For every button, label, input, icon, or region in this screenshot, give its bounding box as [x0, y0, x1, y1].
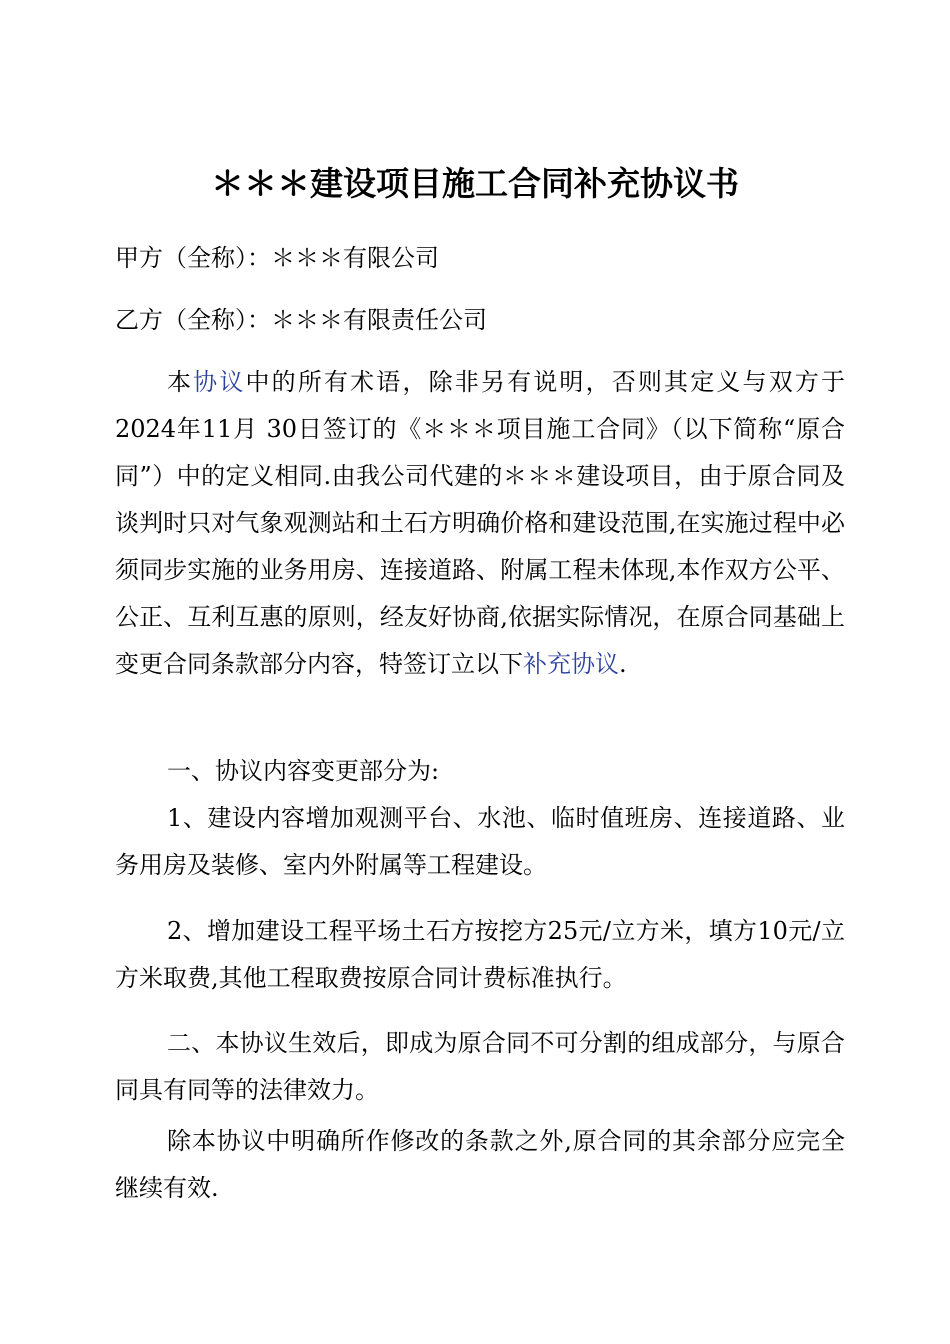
section-2-paragraph: 二、本协议生效后，即成为原合同不可分割的组成部分，与原合同具有同等的法律效力。: [115, 1029, 845, 1104]
agreement-link[interactable]: 协议: [193, 368, 246, 396]
change-item-1: 1、建设内容增加观测平台、水池、临时值班房、连接道路、业务用房及装修、室内外附属等工程建设。: [115, 804, 845, 879]
intro-text-body: 中的所有术语，除非另有说明，否则其定义与双方于2024年11月 30日签订的《＊＊＊项目施工合同》（以下简称“原合同”）中的定义相同.由我公司代建的＊＊＊建设项目，由于原合同及谈判时只对气象观测站和土石方明确价格和建设范围,在实施过程中必须同步实施的业务用房、连接道路、附属工程未体现,本作双方公平、公正、互利互惠的原则，经友好协商,依据实际情况，在原合同基础上变更合同条款部分内容，特签订立以下: [115, 368, 846, 678]
change-item-2: 2、增加建设工程平场土石方按挖方25元/立方米，填方10元/立方米取费,其他工程取费按原合同计费标准执行。: [115, 917, 845, 992]
party-a-line: 甲方（全称）：＊＊＊有限公司: [115, 244, 439, 272]
intro-paragraph: [115, 359, 845, 688]
document-title: ＊＊＊建设项目施工合同补充协议书: [211, 164, 739, 203]
intro-text-end: .: [619, 650, 627, 678]
section-1-heading: 一、协议内容变更部分为:: [167, 757, 440, 785]
intro-text-start: 本: [167, 368, 194, 396]
party-b-line: 乙方（全称）：＊＊＊有限责任公司: [115, 306, 487, 334]
supplementary-agreement-link[interactable]: 补充协议: [523, 650, 619, 678]
closing-paragraph: 除本协议中明确所作修改的条款之外,原合同的其余部分应完全继续有效.: [115, 1127, 845, 1202]
